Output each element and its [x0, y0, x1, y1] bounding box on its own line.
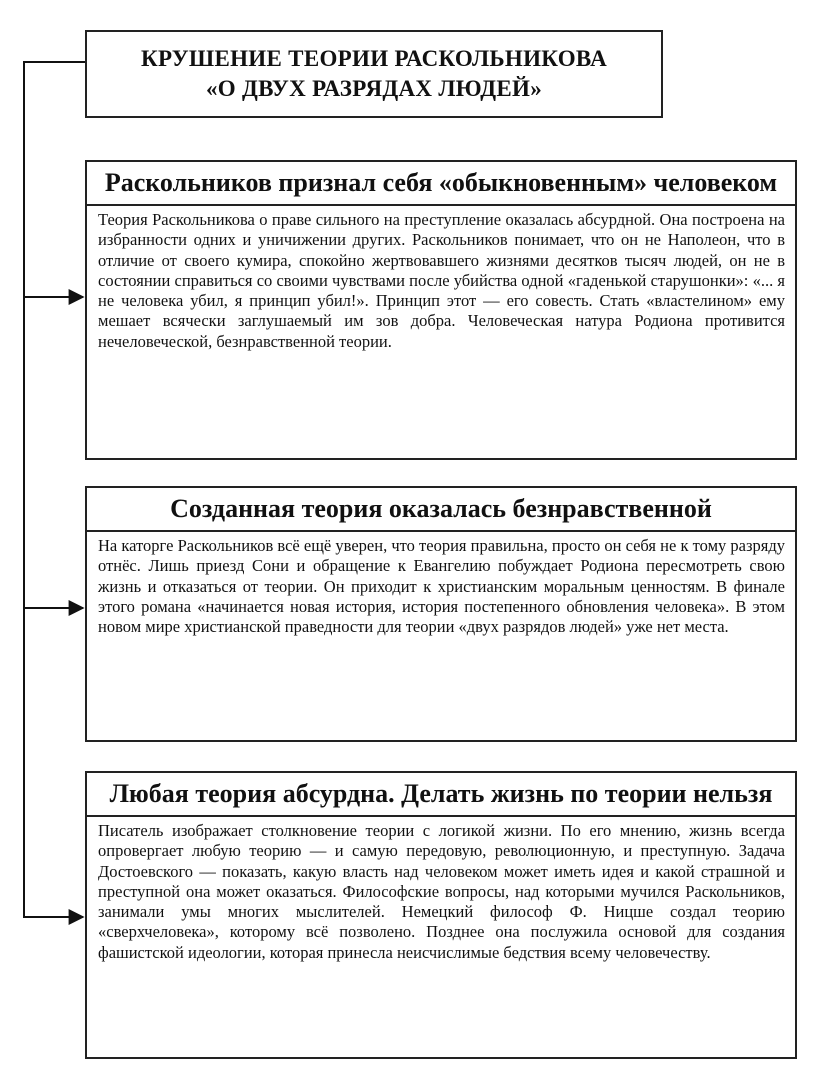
page-title — [87, 32, 661, 104]
section-3-text: Писатель изображает столкновение теории с логикой жизни. По его мнению, жизнь всегда опровергает любую теорию — и самую передовую, революционную, и преступную. Задача Достоевского — показать, какую власть над человеком может иметь идея и какой страшной и преступной она может оказаться. Философские вопросы, над которыми мучился Раскольников, занимали умы многих мыслителей. Немецкий философ Ф. Ницше создал теорию «сверхчеловека», которому всё позволено. Позднее она послужила основой для создания фашистской идеологии, которая принесла неисчислимые бедствия всему человечеству. — [98, 821, 785, 962]
section-3-heading: Любая теория абсурдна. Делать жизнь по теории нельзя — [87, 773, 795, 817]
section-2-heading: Созданная теория оказалась безнравственной — [87, 488, 795, 532]
section-3 — [85, 771, 797, 1059]
title-line-2: «О ДВУХ РАЗРЯДАХ ЛЮДЕЙ» — [205, 76, 543, 101]
section-1 — [85, 160, 797, 460]
section-2-text: На каторге Раскольников всё ещё уверен, что теория правильна, просто он себя не к тому разряду отнёс. Лишь приезд Сони и обращение к Евангелию побуждает Родиона пересмотреть свою жизнь и отказаться от теории. Он приходит к христианским моральным ценностям. В финале этого романа «начинается новая история, история постепенного обновления человека». В этом новом мире христианской праведности для теории «двух разрядов людей» уже нет места. — [98, 536, 785, 637]
section-1-heading: Раскольников признал себя «обыкновенным» человеком — [87, 162, 795, 206]
title-box — [85, 30, 663, 118]
section-1-text: Теория Раскольникова о праве сильного на преступление оказалась абсурдной. Она построена на избранности одних и уничижении других. Раскольников понимает, что он не Наполеон, что в отличие от своего кумира, спокойно жертвовавшего жизнями десятков тысяч людей, он не в состоянии справиться со своими чувствами после убийства одной «гаденькой старушонки»: «... я не человека убил, я принцип убил!». Принцип этот — его совесть. Стать «властелином» ему мешает всячески заглушаемый им зов добра. Человеческая натура Родиона противится нечеловеческой, безнравственной теории. — [98, 210, 785, 351]
section-2 — [85, 486, 797, 742]
title-line-1: КРУШЕНИЕ ТЕОРИИ РАСКОЛЬНИКОВА — [140, 46, 607, 71]
